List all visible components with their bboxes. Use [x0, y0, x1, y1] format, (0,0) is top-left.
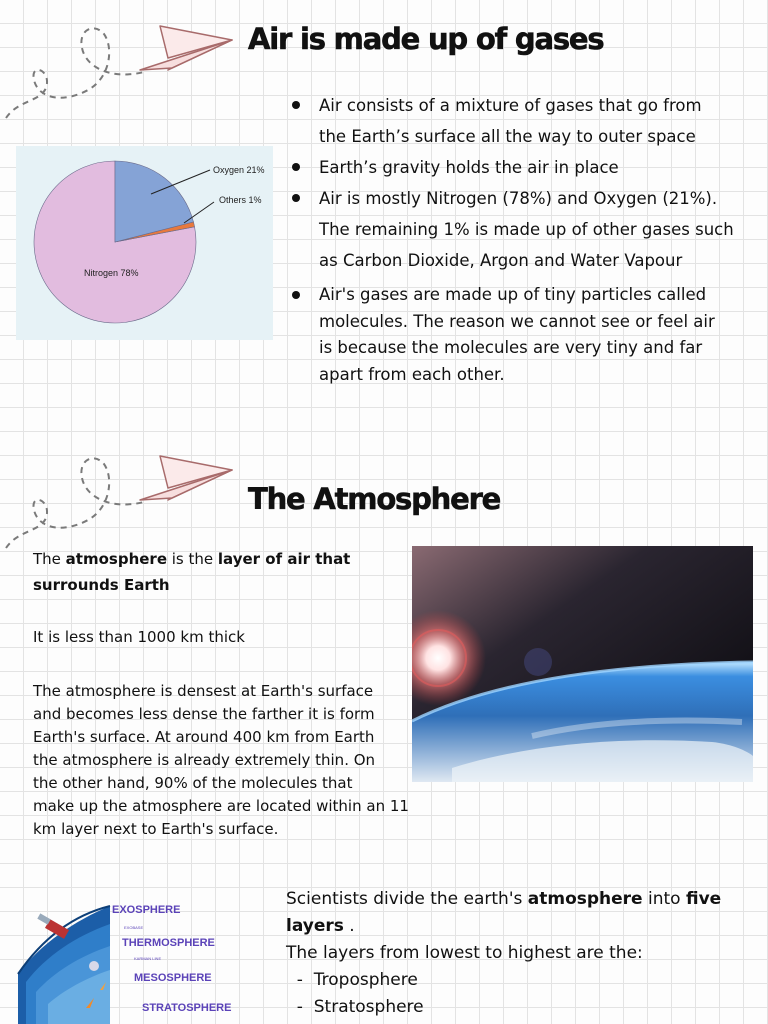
atmosphere-layers-diagram	[10, 886, 282, 1024]
label-exobase: EXOBASE	[124, 925, 144, 930]
text-run-bold: layer of air that	[217, 550, 351, 568]
atmosphere-definition	[33, 546, 393, 598]
dashed-flight-path	[6, 28, 144, 118]
text-run-bold: surrounds Earth	[33, 576, 170, 594]
paper-plane-icon	[140, 26, 232, 70]
text-run-bold: five	[685, 889, 722, 909]
layers-intro	[286, 886, 756, 1021]
layer-name: Stratosphere	[313, 997, 424, 1017]
paragraph-line: km layer next to Earth's surface.	[33, 820, 279, 838]
section-title-atmosphere: The Atmosphere	[248, 482, 501, 516]
label-thermosphere: THERMOSPHERE	[122, 937, 215, 949]
bullet-line: Earth’s gravity holds the air in place	[319, 158, 619, 177]
text-run: Scientists divide the earth's	[286, 889, 528, 909]
earth-from-space-image	[412, 546, 753, 782]
paper-plane-icon	[140, 456, 232, 500]
bullet-line: molecules. The reason we cannot see or feel air	[319, 311, 715, 331]
label-mesosphere: MESOSPHERE	[134, 972, 212, 984]
label-oxygen: Oxygen 21%	[213, 165, 265, 175]
section-title-gases: Air is made up of gases	[248, 22, 604, 56]
label-exosphere: EXOSPHERE	[112, 904, 181, 916]
layer-name: Troposphere	[313, 970, 418, 990]
air-composition-pie-chart	[16, 146, 273, 340]
bullet-line: apart from each other.	[319, 364, 505, 384]
text-run: The	[33, 550, 66, 568]
text-run-bold: atmosphere	[65, 550, 167, 568]
bullet-item	[286, 90, 746, 152]
paragraph-line: Earth's surface. At around 400 km from Earth	[33, 728, 375, 746]
bullet-line: the Earth’s surface all the way to outer space	[319, 127, 696, 146]
label-stratosphere: STRATOSPHERE	[142, 1002, 232, 1014]
atmosphere-density-paragraph	[33, 680, 413, 841]
atmosphere-thickness: It is less than 1000 km thick	[33, 628, 245, 646]
paragraph-line: make up the atmosphere are located within an 11	[33, 797, 409, 815]
bullet-item	[286, 282, 746, 388]
text-run-bold: layers	[286, 916, 344, 936]
paragraph-line: the other hand, 90% of the molecules that	[33, 774, 353, 792]
layer-list-item: - Stratosphere	[286, 997, 424, 1017]
text-run: into	[642, 889, 686, 909]
paragraph-line: the atmosphere is already extremely thin. On	[33, 751, 376, 769]
bullet-line: Air is mostly Nitrogen (78%) and Oxygen (21%).	[319, 189, 718, 208]
paper-plane-doodle	[0, 448, 240, 558]
pie-chart-panel	[16, 146, 273, 340]
dashed-flight-path	[6, 458, 144, 548]
bullet-line: is because the molecules are very tiny and far	[319, 338, 703, 357]
gases-bullet-list	[286, 90, 746, 388]
label-others: Others 1%	[219, 195, 262, 205]
text-run: .	[343, 916, 355, 936]
paper-plane-doodle	[0, 18, 240, 128]
text-run: is the	[167, 550, 218, 568]
layer-list-item: - Troposphere	[286, 970, 418, 990]
bullet-line: Air consists of a mixture of gases that go from	[319, 96, 702, 115]
text-run-bold: atmosphere	[527, 889, 643, 909]
bullet-line: as Carbon Dioxide, Argon and Water Vapour	[319, 251, 683, 270]
paragraph-line: The atmosphere is densest at Earth's surface	[33, 682, 374, 700]
label-nitrogen: Nitrogen 78%	[84, 268, 139, 278]
bullet-item	[286, 183, 746, 276]
paragraph-line: and becomes less dense the farther it is form	[33, 705, 375, 723]
label-karman-line: KARMAN LINE	[134, 956, 162, 961]
bullet-line: The remaining 1% is made up of other gases such	[319, 220, 734, 239]
bullet-item	[286, 152, 746, 183]
bullet-line: Air's gases are made up of tiny particles called	[319, 285, 707, 304]
text-run: The layers from lowest to highest are the:	[286, 943, 643, 963]
